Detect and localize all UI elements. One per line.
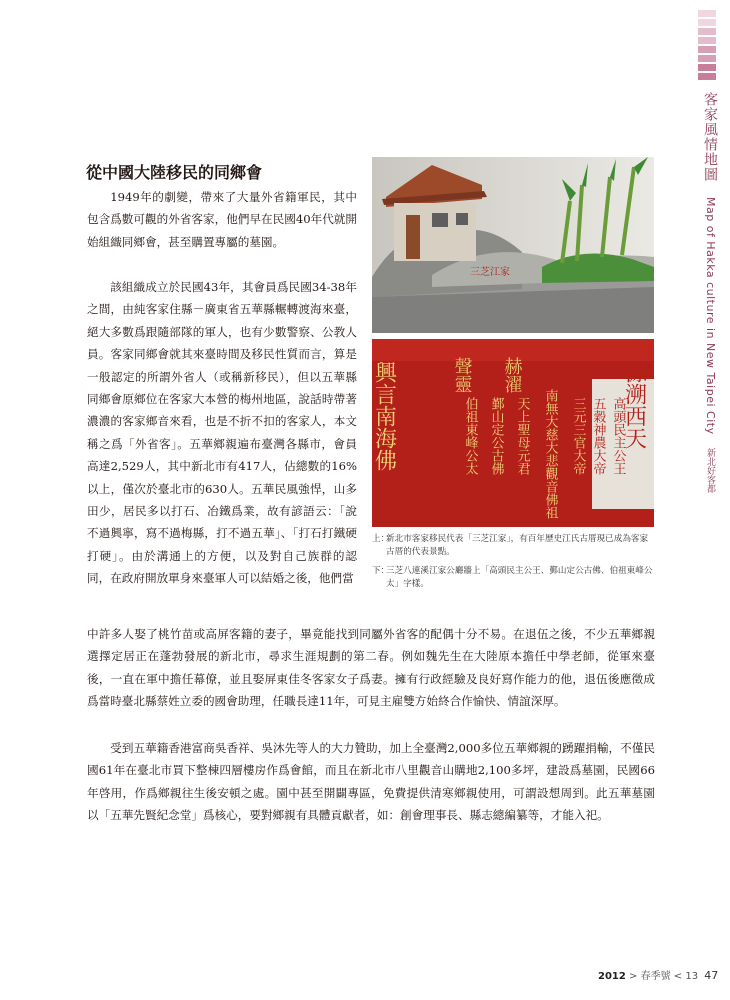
- plaque-text-column: 天上聖母元君: [514, 397, 530, 475]
- caption-bottom: [372, 565, 656, 590]
- plaque-text-column: 五穀神農大帝: [590, 397, 606, 475]
- caption-bottom-label: 下：: [372, 566, 390, 576]
- plaque-text-column: 赫濯: [501, 357, 523, 393]
- footer-season: 春季號: [640, 971, 671, 982]
- plaque-text-column: 聲靈: [451, 357, 473, 393]
- paragraph-3: 受到五華籍香港富商吳香祥、吳沐先等人的大力贊助，加上全臺灣2,000多位五華鄉親的踴躍捐輸，不僅民國61年在臺北市買下整棟四層樓房作爲會館，而且在新北市八里觀音山購地2,100多坪，建設爲墓園，民國66年啓用，作爲鄉親往生後安頓之處。園中甚至開闢專區，免費提供清寒鄉親使用，可謂設想周到。此五華墓園以「五華先賢紀念堂」爲核心，要對鄉親有具體貢獻者，如：創會理事長、縣志總編纂等，才能入祀。: [87, 741, 655, 823]
- plaque-text-column: 源溯西天: [621, 361, 647, 449]
- plaque-text-column: 伯祖東峰公太: [462, 397, 478, 475]
- page-footer: [598, 967, 718, 982]
- section-sidebar: [694, 92, 720, 493]
- footer-sep-1: >: [625, 971, 641, 982]
- paragraph-2-column: 該組織成立於民國43年，其會員爲民國34-38年之間，由純客家住縣－廣東省五華縣輾轉渡海來臺，絕大多數爲跟隨部隊的軍人，也有少數警察、公教人員。客家同鄉會就其來臺時間及移民性質而言，算是一般認定的所謂外省人（或稱新移民），但以五華縣同鄉會原鄉位在客家大本營的梅州地區，說話時帶著濃濃的客家鄉音來看，也是不折不扣的客家人，本文稱之爲「外省客」。五華鄉親遍布臺灣各縣市，會員高達2,529人，其中新北市有417人，佔總數的16%以上，僅次於臺北市的630人。五華民風強悍，山多田少，居民多以打石、冶鐵爲業，故有諺語云：「說不過興寧，寫不過梅縣，打不過五華」、「打石打鐵硬打硬」。由於溝通上的方便，以及對自己族群的認同，在政府開放單身來臺軍人可以結婚之後，他們當: [87, 280, 357, 586]
- photo-sign-text: 三芝江家: [470, 267, 510, 278]
- section-title-en: Map of Hakka culture in New Taipei City: [704, 197, 717, 435]
- plaque-text-column: 三元三官大帝: [570, 397, 586, 475]
- plaque-text-column: 高頭民主公王: [610, 397, 626, 475]
- section-subtitle: 新北好客都: [705, 447, 715, 493]
- caption-top-text: 新北市客家移民代表「三芝江家」，有百年歷史江氏古厝現已成為客家古厝的代表景點。: [386, 534, 649, 557]
- plaque-illustration: [372, 339, 654, 527]
- caption-top: [372, 533, 656, 558]
- header-decoration: [698, 10, 716, 82]
- caption-bottom-text: 三芝八連溪江家公廳牆上「高頭民主公王、鄞山定公古佛、伯祖東峰公太」字樣。: [386, 566, 653, 589]
- hakka-house-illustration: [372, 157, 654, 333]
- footer-sep-2: <: [670, 971, 686, 982]
- plaque-text-column: 南無大慈大悲觀音佛祖: [542, 389, 558, 519]
- plaque-text-column: 興言南海佛: [372, 361, 397, 471]
- plaque-text-column: 鄞山定公古佛: [488, 397, 504, 475]
- footer-issue: 13: [685, 971, 699, 982]
- section-title-zh: 客家風情地圖: [702, 92, 718, 182]
- paragraph-2-continued: 中許多人娶了桃竹苗或高屏客籍的妻子，畢竟能找到同屬外省客的配偶十分不易。在退伍之後，不少五華鄉親選擇定居正在蓬勃發展的新北市，尋求生涯規劃的第二春。例如魏先生在大陸原本擔任中學老師，從軍來臺後，一直在軍中擔任幕僚，並且娶屏東佳冬客家女子爲妻。擁有行政經驗及良好寫作能力的他，退伍後應徵成爲當時臺北縣蔡姓立委的國會助理，任職長達11年，可見主雇雙方始終合作愉快、情誼深厚。: [87, 627, 655, 709]
- paragraph-1: 1949年的劇變，帶來了大量外省籍軍民，其中包含爲數可觀的外省客家，他們早在民國40年代就開始組織同鄉會，甚至購置專屬的墓園。: [87, 190, 357, 249]
- photo-hakka-house: [372, 157, 654, 333]
- photo-red-plaque: [372, 339, 654, 527]
- page-number: 47: [704, 969, 719, 982]
- footer-year: 2012: [598, 971, 626, 982]
- caption-top-label: 上：: [372, 534, 390, 544]
- article-heading: 從中國大陸移民的同鄉會: [86, 163, 263, 182]
